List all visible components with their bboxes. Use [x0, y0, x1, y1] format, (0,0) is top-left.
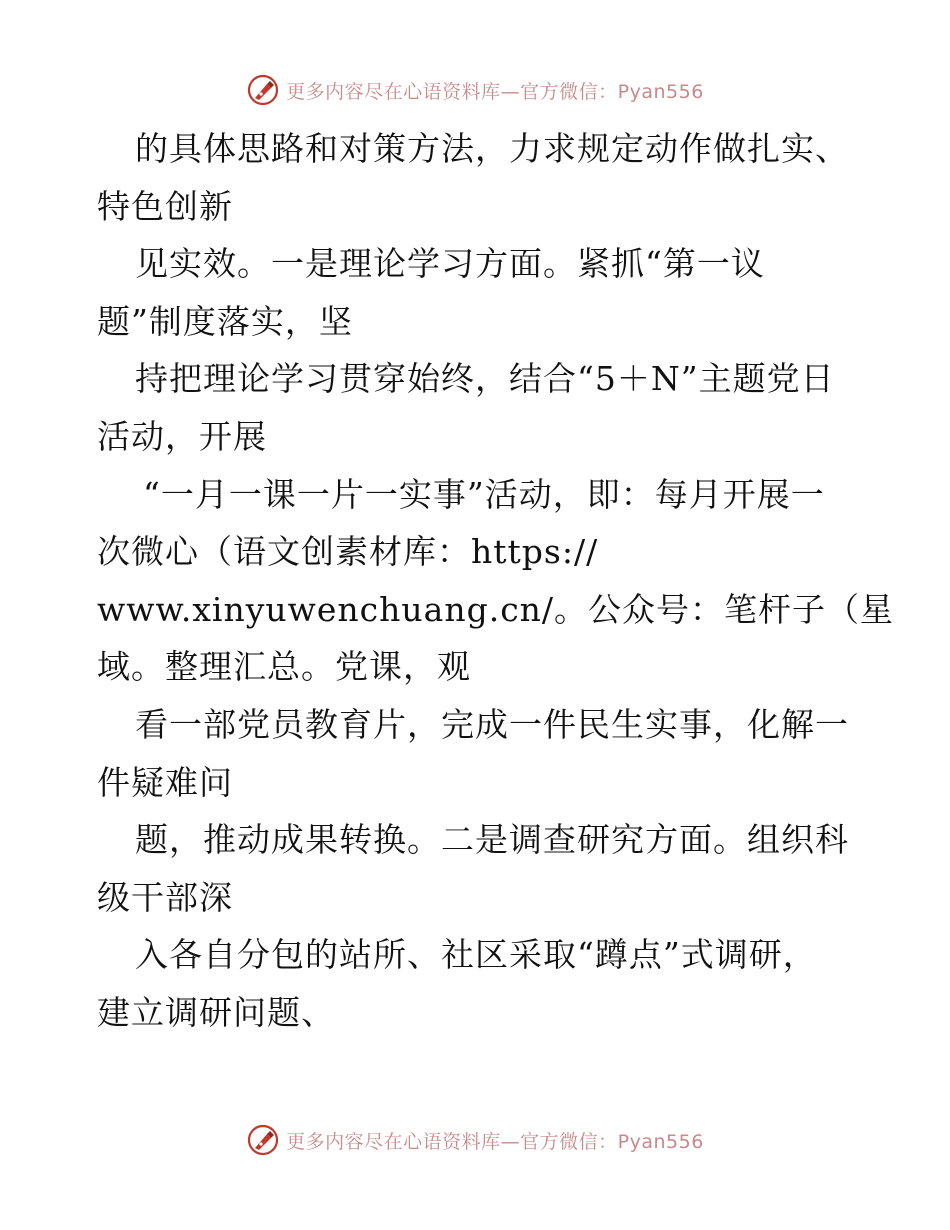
text-line: 见实效。一是理论学习方面。紧抓“第一议 [135, 244, 765, 284]
text-line: 次微心（语文创素材库：https:// [97, 532, 599, 572]
text-line: 题，推动成果转换。二是调查研究方面。组织科 [135, 820, 849, 860]
text-line: 建立调研问题、 [97, 992, 335, 1032]
text-line: 级干部深 [97, 877, 233, 917]
text-line: 入各自分包的站所、社区采取“蹲点”式调研， [135, 935, 817, 975]
footer-banner-text: 更多内容尽在心语资料库—官方微信：Pyan556 [286, 1130, 704, 1153]
body-text [97, 120, 895, 1042]
header-banner [0, 70, 950, 110]
text-line: 的具体思路和对策方法，力求规定动作做扎实、 [135, 129, 849, 168]
pen-nib-logo-icon [246, 73, 280, 107]
text-line: 特色创新 [97, 186, 233, 226]
text-line: 件疑难问 [97, 762, 233, 802]
text-line: 题”制度落实，坚 [97, 301, 353, 341]
text-line: 持把理论学习贯穿始终，结合“5＋N”主题党日 [135, 359, 835, 399]
text-line: 活动，开展 [97, 416, 267, 456]
header-banner-text: 更多内容尽在心语资料库—官方微信：Pyan556 [286, 80, 704, 103]
text-line: 看一部党员教育片，完成一件民生实事，化解一 [135, 704, 849, 744]
text-line: www.xinyuwenchuang.cn/。公众号：笔杆子（星 [97, 589, 895, 629]
pen-nib-logo-icon [246, 1123, 280, 1157]
footer-banner [0, 1120, 950, 1160]
text-line: 域。整理汇总。党课，观 [97, 647, 471, 687]
text-line: “一月一课一片一实事”活动，即：每月开展一 [143, 474, 825, 514]
